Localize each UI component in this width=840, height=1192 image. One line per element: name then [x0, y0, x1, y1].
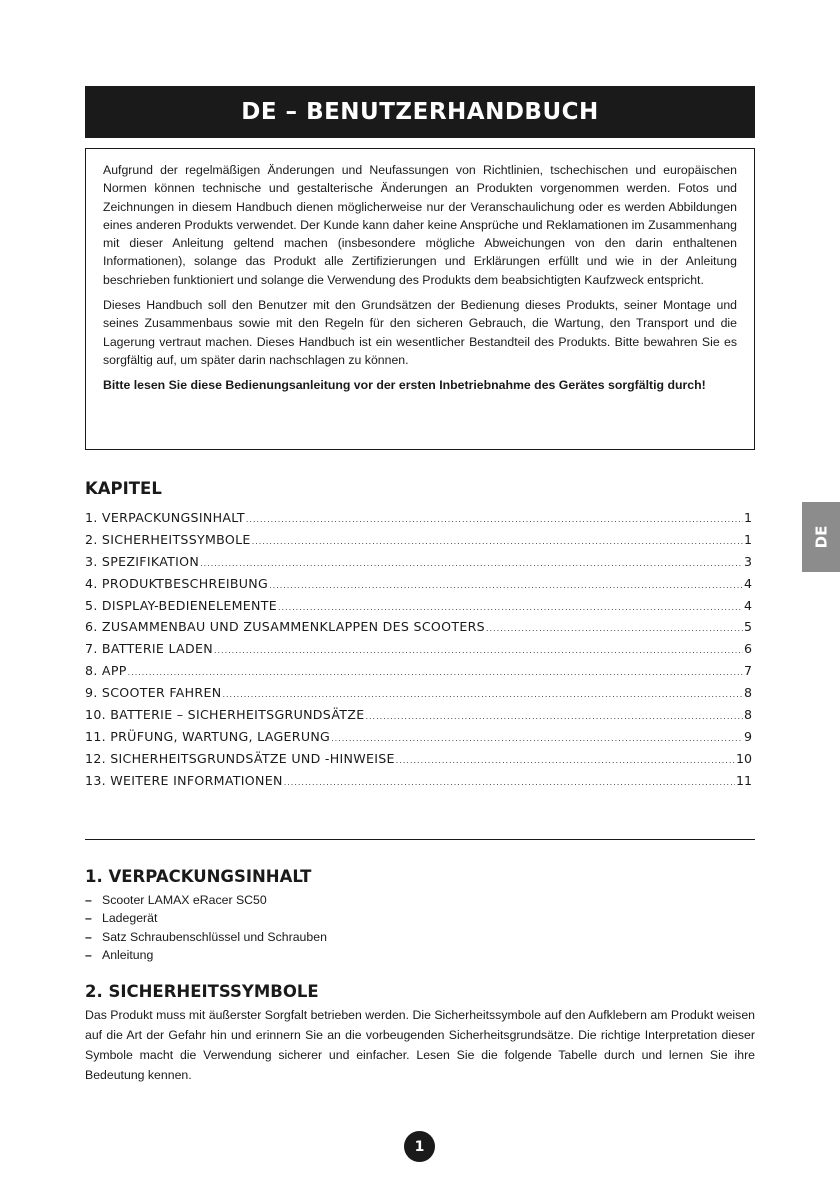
dash-icon: –	[85, 893, 92, 907]
toc-entry-title: 9. SCOOTER FAHREN	[85, 685, 222, 701]
toc-heading: KAPITEL	[85, 479, 162, 498]
toc-entry[interactable]	[85, 510, 752, 532]
toc-entry[interactable]	[85, 729, 752, 751]
toc-leader	[252, 537, 743, 546]
toc-entry[interactable]	[85, 619, 752, 641]
toc-entry[interactable]	[85, 554, 752, 576]
toc-entry-page: 9	[743, 728, 752, 744]
toc-entry-page: 4	[743, 597, 752, 613]
toc-entry-page: 8	[743, 685, 752, 701]
toc-leader	[331, 734, 743, 743]
toc-entry-title: 10. BATTERIE – SICHERHEITSGRUNDSÄTZE	[85, 707, 365, 723]
toc-entry-title: 6. ZUSAMMENBAU UND ZUSAMMENKLAPPEN DES SCOOTERS	[85, 619, 485, 635]
dash-icon: –	[85, 911, 92, 926]
toc-entry[interactable]	[85, 576, 752, 598]
toc-entry-page: 6	[743, 641, 752, 657]
toc-entry[interactable]	[85, 773, 752, 795]
toc-entry-page: 5	[743, 619, 752, 635]
toc-entry-title: 13. WEITERE INFORMATIONEN	[85, 772, 283, 788]
language-tab	[802, 502, 840, 572]
toc-entry-title: 7. BATTERIE LADEN	[85, 641, 213, 657]
list-item-text: Scooter LAMAX eRacer SC50	[102, 893, 267, 907]
page-number: 1	[404, 1131, 435, 1162]
toc-entry-title: 5. DISPLAY-BEDIENELEMENTE	[85, 597, 277, 613]
section-heading-packaging: 1. VERPACKUNGSINHALT	[85, 867, 312, 886]
dash-icon: –	[85, 929, 92, 944]
list-item	[85, 928, 327, 946]
page-title: DE – BENUTZERHANDBUCH	[85, 86, 755, 138]
toc-entry-title: 8. APP	[85, 663, 127, 679]
toc-entry-page: 11	[735, 772, 752, 788]
toc-leader	[365, 712, 743, 721]
toc-entry-title: 1. VERPACKUNGSINHALT	[85, 510, 245, 525]
section-divider	[85, 839, 755, 840]
toc-entry-title: 12. SICHERHEITSGRUNDSÄTZE UND -HINWEISE	[85, 750, 395, 766]
list-item-text: Satz Schraubenschlüssel und Schrauben	[102, 929, 327, 944]
list-item-text: Anleitung	[102, 947, 154, 962]
safety-symbols-text: Das Produkt muss mit äußerster Sorgfalt betrieben werden. Die Sicherheitssymbole auf den Aufklebern am Produkt weisen auf die Art der Gefahr hin und erinnern Sie an die vorbeugenden Sicherheitsgrundsätze. Die richtige Interpretation dieser Symbole macht die Verwendung sicherer und einfacher. Lesen Sie die folgende Tabelle durch und lernen Sie ihre Bedeutung kennen.	[85, 1008, 755, 1082]
section-heading-safety-symbols: 2. SICHERHEITSSYMBOLE	[85, 982, 319, 1001]
toc-leader	[128, 668, 743, 677]
toc-leader	[486, 624, 743, 633]
toc-leader	[246, 515, 743, 524]
toc-entry[interactable]	[85, 663, 752, 685]
toc-entry-title: 2. SICHERHEITSSYMBOLE	[85, 531, 251, 547]
toc-entry[interactable]	[85, 685, 752, 707]
intro-paragraph-2: Dieses Handbuch soll den Benutzer mit den Grundsätzen der Bedienung dieses Produkts, seiner Montage und seines Zusammenbaus sowie mit den Regeln für den sicheren Gebrauch, die Wartung, den Transport und die Lagerung vertraut machen. Dieses Handbuch ist ein wesentlicher Bestandteil des Produkts. Bitte bewahren Sie es sorgfältig auf, um später darin nachschlagen zu können.	[103, 298, 737, 367]
toc-entry[interactable]	[85, 707, 752, 729]
list-item	[85, 891, 327, 909]
toc-leader	[396, 756, 735, 765]
intro-paragraph-1: Aufgrund der regelmäßigen Änderungen und Neufassungen von Richtlinien, tschechischen und europäischen Normen können technische und gestalterische Änderungen an Produkten vorgenommen werden. Fotos und Zeichnungen in diesem Handbuch dienen möglicherweise nur der Veranschaulichung oder es werden Abbildungen eines anderen Produkts verwendet. Der Kunde kann daher keine Ansprüche und Reklamationen im Zusammenhang mit dieser Anleitung geltend machen (insbesondere mögliche Abweichungen von den darin enthaltenen Informationen), solange das Produkt alle Zertifizierungen und Erklärungen erfüllt und wie in der Anleitung beschrieben funktioniert und solange die Verwendung des Produkts dem beabsichtigten Kaufzweck entspricht.	[103, 163, 737, 287]
toc-leader	[200, 559, 743, 568]
language-tab-label: DE	[811, 525, 830, 549]
toc-entry-title: 11. PRÜFUNG, WARTUNG, LAGERUNG	[85, 728, 331, 744]
toc-leader	[284, 778, 735, 787]
list-item	[85, 946, 327, 964]
toc-entry[interactable]	[85, 598, 752, 620]
toc-entry[interactable]	[85, 641, 752, 663]
toc-leader	[214, 646, 743, 655]
toc-leader	[269, 581, 743, 590]
toc-leader	[278, 603, 743, 612]
toc-entry-page: 1	[743, 510, 752, 525]
intro-notice: Bitte lesen Sie diese Bedienungsanleitung vor der ersten Inbetriebnahme des Gerätes sorgfältig durch!	[103, 378, 706, 393]
toc-leader	[222, 690, 743, 699]
toc-entry-page: 1	[743, 531, 752, 547]
toc-entry-page: 3	[743, 553, 752, 569]
list-item	[85, 909, 327, 927]
toc-entry-title: 3. SPEZIFIKATION	[85, 553, 200, 569]
package-contents-list	[85, 891, 327, 964]
toc-entry-page: 10	[735, 750, 752, 766]
dash-icon: –	[85, 947, 92, 962]
toc-entry-page: 7	[743, 663, 752, 679]
list-item-text: Ladegerät	[102, 911, 158, 926]
toc-entry-title: 4. PRODUKTBESCHREIBUNG	[85, 575, 269, 591]
toc-entry[interactable]	[85, 532, 752, 554]
toc-entry[interactable]	[85, 751, 752, 773]
table-of-contents	[85, 510, 752, 795]
intro-box	[85, 148, 755, 450]
toc-entry-page: 4	[743, 575, 752, 591]
toc-entry-page: 8	[743, 707, 752, 723]
